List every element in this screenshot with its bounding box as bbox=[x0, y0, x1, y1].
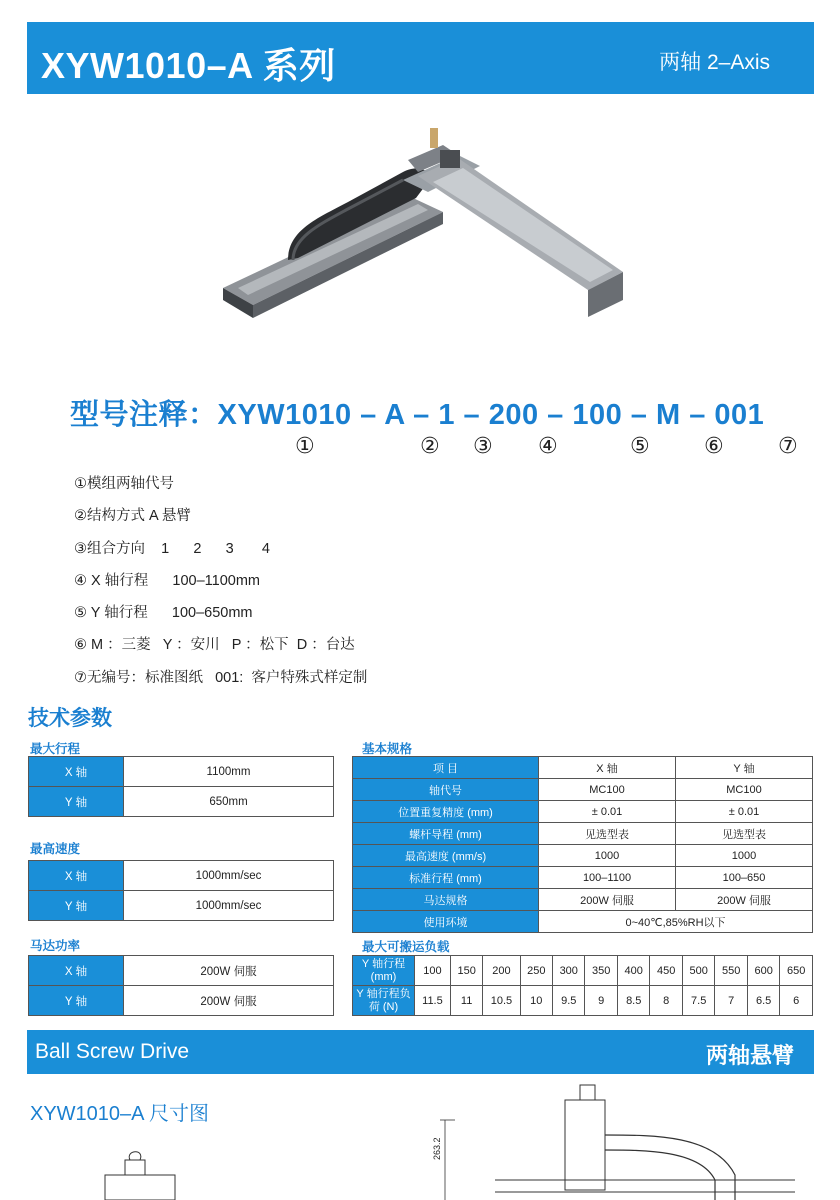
stroke-cell: 500 bbox=[682, 956, 714, 986]
load-row-label: Y 轴行程 (mm) bbox=[353, 956, 415, 986]
spec-cell: 100–650 bbox=[676, 867, 813, 889]
spec-cell: MC100 bbox=[539, 779, 676, 801]
spec-header: 项 目 bbox=[353, 757, 539, 779]
note-line: ⑥ M ：三菱 Y ：安川 P ：松下 D ：台达 bbox=[74, 637, 355, 654]
model-marker: ③ bbox=[473, 433, 493, 458]
value-cell: 1000mm/sec bbox=[124, 891, 334, 921]
stroke-cell: 150 bbox=[450, 956, 482, 986]
max-speed-table bbox=[28, 860, 334, 921]
load-cell: 11 bbox=[450, 986, 482, 1016]
stroke-cell: 400 bbox=[617, 956, 649, 986]
spec-cell: MC100 bbox=[676, 779, 813, 801]
spec-row-label: 位置重复精度 (mm) bbox=[353, 801, 539, 823]
model-marker: ④ bbox=[538, 433, 558, 458]
spec-row-label: 使用环境 bbox=[353, 911, 539, 933]
note-line: ⑤ Y 轴行程 100–650mm bbox=[74, 605, 253, 622]
dimension-drawing bbox=[95, 1080, 815, 1200]
value-cell: 200W 伺服 bbox=[124, 956, 334, 986]
value-cell: 200W 伺服 bbox=[124, 986, 334, 1016]
note-line: ③组合方向 1 2 3 4 bbox=[74, 540, 270, 557]
value-cell: 1100mm bbox=[124, 757, 334, 787]
load-label: 最大可搬运负载 bbox=[362, 940, 450, 954]
tech-title: 技术参数 bbox=[28, 707, 112, 730]
spec-cell: 1000 bbox=[676, 845, 813, 867]
drive-style: 两轴悬臂 bbox=[705, 1043, 794, 1068]
spec-cell: 100–1100 bbox=[539, 867, 676, 889]
model-marker: ⑥ bbox=[704, 433, 724, 458]
model-label: 型号注释： bbox=[70, 399, 218, 431]
load-cell: 9.5 bbox=[553, 986, 585, 1016]
dimension-label: 263.2 bbox=[432, 1137, 442, 1160]
stroke-cell: 550 bbox=[715, 956, 747, 986]
spec-cell: 见选型表 bbox=[676, 823, 813, 845]
spec-cell: 200W 伺服 bbox=[539, 889, 676, 911]
model-notes bbox=[74, 468, 367, 694]
product-illustration bbox=[218, 120, 628, 330]
spec-cell: 200W 伺服 bbox=[676, 889, 813, 911]
spec-header: X 轴 bbox=[539, 757, 676, 779]
stroke-cell: 300 bbox=[553, 956, 585, 986]
stroke-cell: 100 bbox=[415, 956, 451, 986]
model-code: XYW1010 – A – 1 – 200 – 100 – M – 001 bbox=[217, 399, 765, 431]
load-cell: 11.5 bbox=[415, 986, 451, 1016]
spec-label: 基本规格 bbox=[362, 742, 413, 756]
load-cell: 7.5 bbox=[682, 986, 714, 1016]
header-banner bbox=[27, 22, 814, 94]
motor-power-table bbox=[28, 955, 334, 1016]
spec-cell: ± 0.01 bbox=[539, 801, 676, 823]
drive-banner bbox=[27, 1030, 814, 1074]
axis-cell: Y 轴 bbox=[29, 787, 124, 817]
note-line: ②结构方式 A 悬臂 bbox=[74, 508, 191, 525]
dimension-title: XYW1010–A 尺寸图 bbox=[30, 1103, 209, 1125]
spec-table bbox=[352, 756, 813, 933]
note-line: ④ X 轴行程 100–1100mm bbox=[74, 572, 260, 589]
max-stroke-table bbox=[28, 756, 334, 817]
spec-cell: 0~40℃,85%RH以下 bbox=[539, 911, 813, 933]
drive-type: Ball Screw Drive bbox=[35, 1040, 190, 1063]
stroke-cell: 450 bbox=[650, 956, 682, 986]
load-cell: 6 bbox=[780, 986, 813, 1016]
spec-cell: 1000 bbox=[539, 845, 676, 867]
load-cell: 6.5 bbox=[747, 986, 779, 1016]
stroke-cell: 650 bbox=[780, 956, 813, 986]
spec-cell: 见选型表 bbox=[539, 823, 676, 845]
page-subtitle: 两轴 2–Axis bbox=[659, 51, 770, 74]
spec-row-label: 马达规格 bbox=[353, 889, 539, 911]
motor-power-label: 马达功率 bbox=[30, 939, 81, 953]
model-marker: ② bbox=[420, 433, 440, 458]
model-marker: ⑤ bbox=[630, 433, 650, 458]
load-cell: 10.5 bbox=[483, 986, 520, 1016]
load-cell: 8.5 bbox=[617, 986, 649, 1016]
axis-cell: Y 轴 bbox=[29, 986, 124, 1016]
load-cell: 10 bbox=[520, 986, 552, 1016]
axis-cell: X 轴 bbox=[29, 757, 124, 787]
load-row-label: Y 轴行程负 荷 (N) bbox=[353, 986, 415, 1016]
spec-row-label: 最高速度 (mm/s) bbox=[353, 845, 539, 867]
axis-cell: X 轴 bbox=[29, 956, 124, 986]
spec-row-label: 螺杆导程 (mm) bbox=[353, 823, 539, 845]
spec-row-label: 标准行程 (mm) bbox=[353, 867, 539, 889]
note-line: ①模组两轴代号 bbox=[74, 476, 174, 492]
load-table bbox=[352, 955, 813, 1016]
load-cell: 8 bbox=[650, 986, 682, 1016]
axis-cell: X 轴 bbox=[29, 861, 124, 891]
stroke-cell: 600 bbox=[747, 956, 779, 986]
value-cell: 1000mm/sec bbox=[124, 861, 334, 891]
model-marker: ① bbox=[295, 433, 315, 458]
model-marker: ⑦ bbox=[778, 433, 798, 458]
max-stroke-label: 最大行程 bbox=[30, 742, 81, 756]
load-cell: 7 bbox=[715, 986, 747, 1016]
max-speed-label: 最高速度 bbox=[30, 842, 81, 856]
stroke-cell: 250 bbox=[520, 956, 552, 986]
value-cell: 650mm bbox=[124, 787, 334, 817]
axis-cell: Y 轴 bbox=[29, 891, 124, 921]
stroke-cell: 350 bbox=[585, 956, 617, 986]
spec-header: Y 轴 bbox=[676, 757, 813, 779]
note-line: ⑦无编号：标准图纸 001: 客户特殊式样定制 bbox=[74, 669, 368, 686]
model-annotation bbox=[70, 392, 764, 433]
stroke-cell: 200 bbox=[483, 956, 520, 986]
load-cell: 9 bbox=[585, 986, 617, 1016]
page-title: XYW1010–A 系列 bbox=[41, 45, 336, 86]
spec-row-label: 轴代号 bbox=[353, 779, 539, 801]
spec-cell: ± 0.01 bbox=[676, 801, 813, 823]
